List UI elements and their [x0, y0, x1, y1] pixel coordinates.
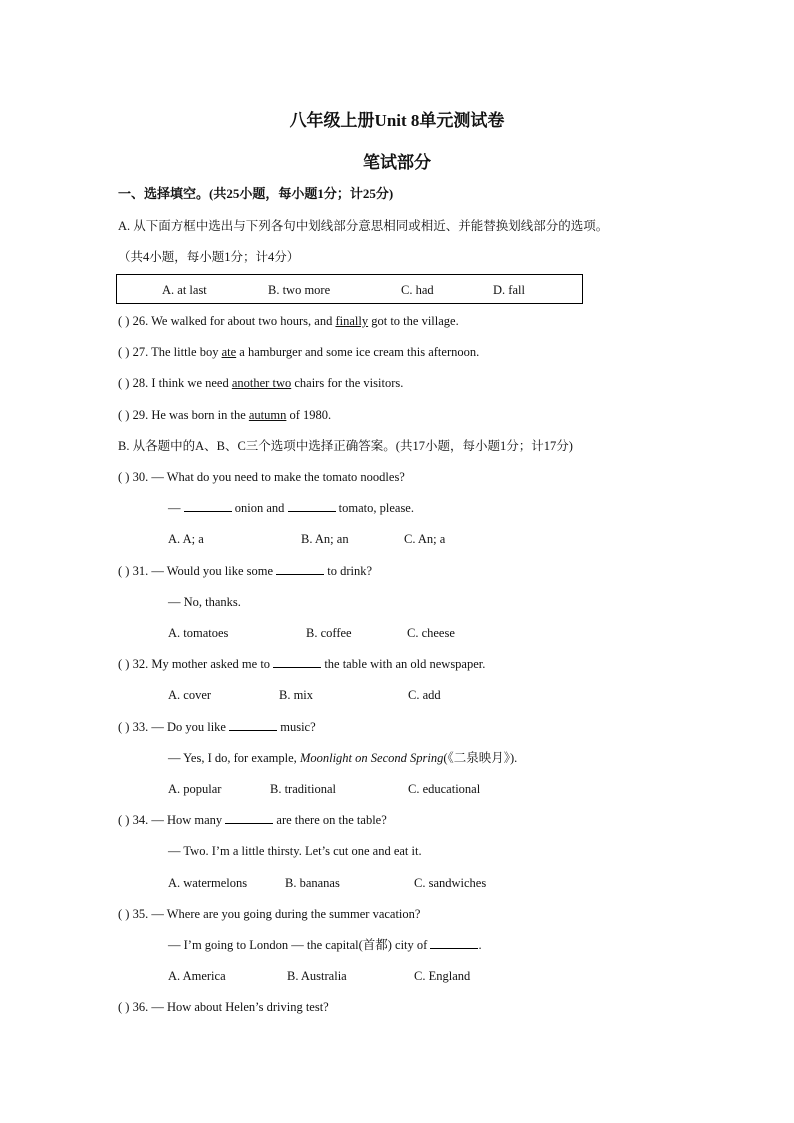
- option-b: B. An; an: [301, 532, 349, 546]
- option-b: B. mix: [279, 688, 314, 702]
- option-a: A. A; a: [168, 532, 204, 546]
- song-title: Moonlight on Second Spring: [299, 751, 444, 765]
- answer-line-31: — No, thanks.: [168, 595, 241, 609]
- underlined-phrase: finally: [335, 314, 369, 328]
- underlined-phrase: ate: [221, 345, 237, 359]
- option-a: A. cover: [168, 688, 212, 702]
- section-heading: 一、选择填空。(共25小题，每小题1分；计25分): [118, 186, 394, 201]
- question-27: ( ) 27. The little boy ate a hamburger and some ice cream this afternoon.: [118, 345, 480, 359]
- answer-line-30: — onion and tomato, please.: [168, 501, 414, 515]
- page-title: 八年级上册Unit 8单元测试卷: [289, 111, 505, 130]
- option-c: C. England: [414, 969, 471, 983]
- part-a-instruction: A. 从下面方框中选出与下列各句中划线部分意思相同或相近、并能替换划线部分的选项。: [118, 219, 609, 233]
- underlined-phrase: autumn: [248, 408, 287, 422]
- question-32: ( ) 32. My mother asked me to the table with an old newspaper.: [118, 657, 486, 671]
- answer-blank: [229, 719, 277, 731]
- box-option-b: B. two more: [268, 283, 331, 297]
- part-b-instruction: B. 从各题中的A、B、C三个选项中选择正确答案。(共17小题，每小题1分；计17分): [118, 439, 573, 453]
- question-26: ( ) 26. We walked for about two hours, and finally got to the village.: [118, 314, 459, 328]
- box-option-d: D. fall: [493, 283, 525, 297]
- option-a: A. tomatoes: [168, 626, 229, 640]
- answer-blank: [288, 500, 336, 512]
- option-c: C. add: [408, 688, 441, 702]
- question-28: ( ) 28. I think we need another two chairs for the visitors.: [118, 376, 404, 390]
- answer-line-34: — Two. I’m a little thirsty. Let’s cut one and eat it.: [168, 844, 422, 858]
- answer-blank: [276, 563, 324, 575]
- question-35: ( ) 35. — Where are you going during the summer vacation?: [118, 907, 421, 921]
- underlined-phrase: another two: [231, 376, 292, 390]
- option-c: C. sandwiches: [414, 876, 487, 890]
- option-b: B. Australia: [287, 969, 347, 983]
- answer-line-33: — Yes, I do, for example, Moonlight on Second Spring(《二泉映月》).: [168, 751, 518, 765]
- option-c: C. An; a: [404, 532, 446, 546]
- answer-blank: [184, 500, 232, 512]
- option-c: C. cheese: [407, 626, 455, 640]
- question-31: ( ) 31. — Would you like some to drink?: [118, 564, 373, 578]
- option-b: B. traditional: [270, 782, 336, 796]
- option-a: A. popular: [168, 782, 222, 796]
- option-b: B. coffee: [306, 626, 352, 640]
- option-c: C. educational: [408, 782, 481, 796]
- box-option-a: A. at last: [162, 283, 207, 297]
- answer-blank: [273, 656, 321, 668]
- answer-line-35: — I’m going to London — the capital(首都) city of .: [168, 938, 482, 952]
- answer-blank: [430, 937, 478, 949]
- question-30: ( ) 30. — What do you need to make the tomato noodles?: [118, 470, 405, 484]
- part-a-note: （共4小题，每小题1分；计4分）: [118, 250, 300, 264]
- answer-blank: [225, 812, 273, 824]
- question-34: ( ) 34. — How many are there on the table?: [118, 813, 387, 827]
- question-36: ( ) 36. — How about Helen’s driving test?: [118, 1000, 329, 1014]
- option-a: A. watermelons: [168, 876, 248, 890]
- option-b: B. bananas: [285, 876, 340, 890]
- page-subtitle: 笔试部分: [363, 153, 431, 172]
- question-29: ( ) 29. He was born in the autumn of 1980.: [118, 408, 332, 422]
- box-option-c: C. had: [401, 283, 434, 297]
- option-a: A. America: [168, 969, 226, 983]
- question-33: ( ) 33. — Do you like music?: [118, 720, 316, 734]
- options-box: [116, 274, 583, 304]
